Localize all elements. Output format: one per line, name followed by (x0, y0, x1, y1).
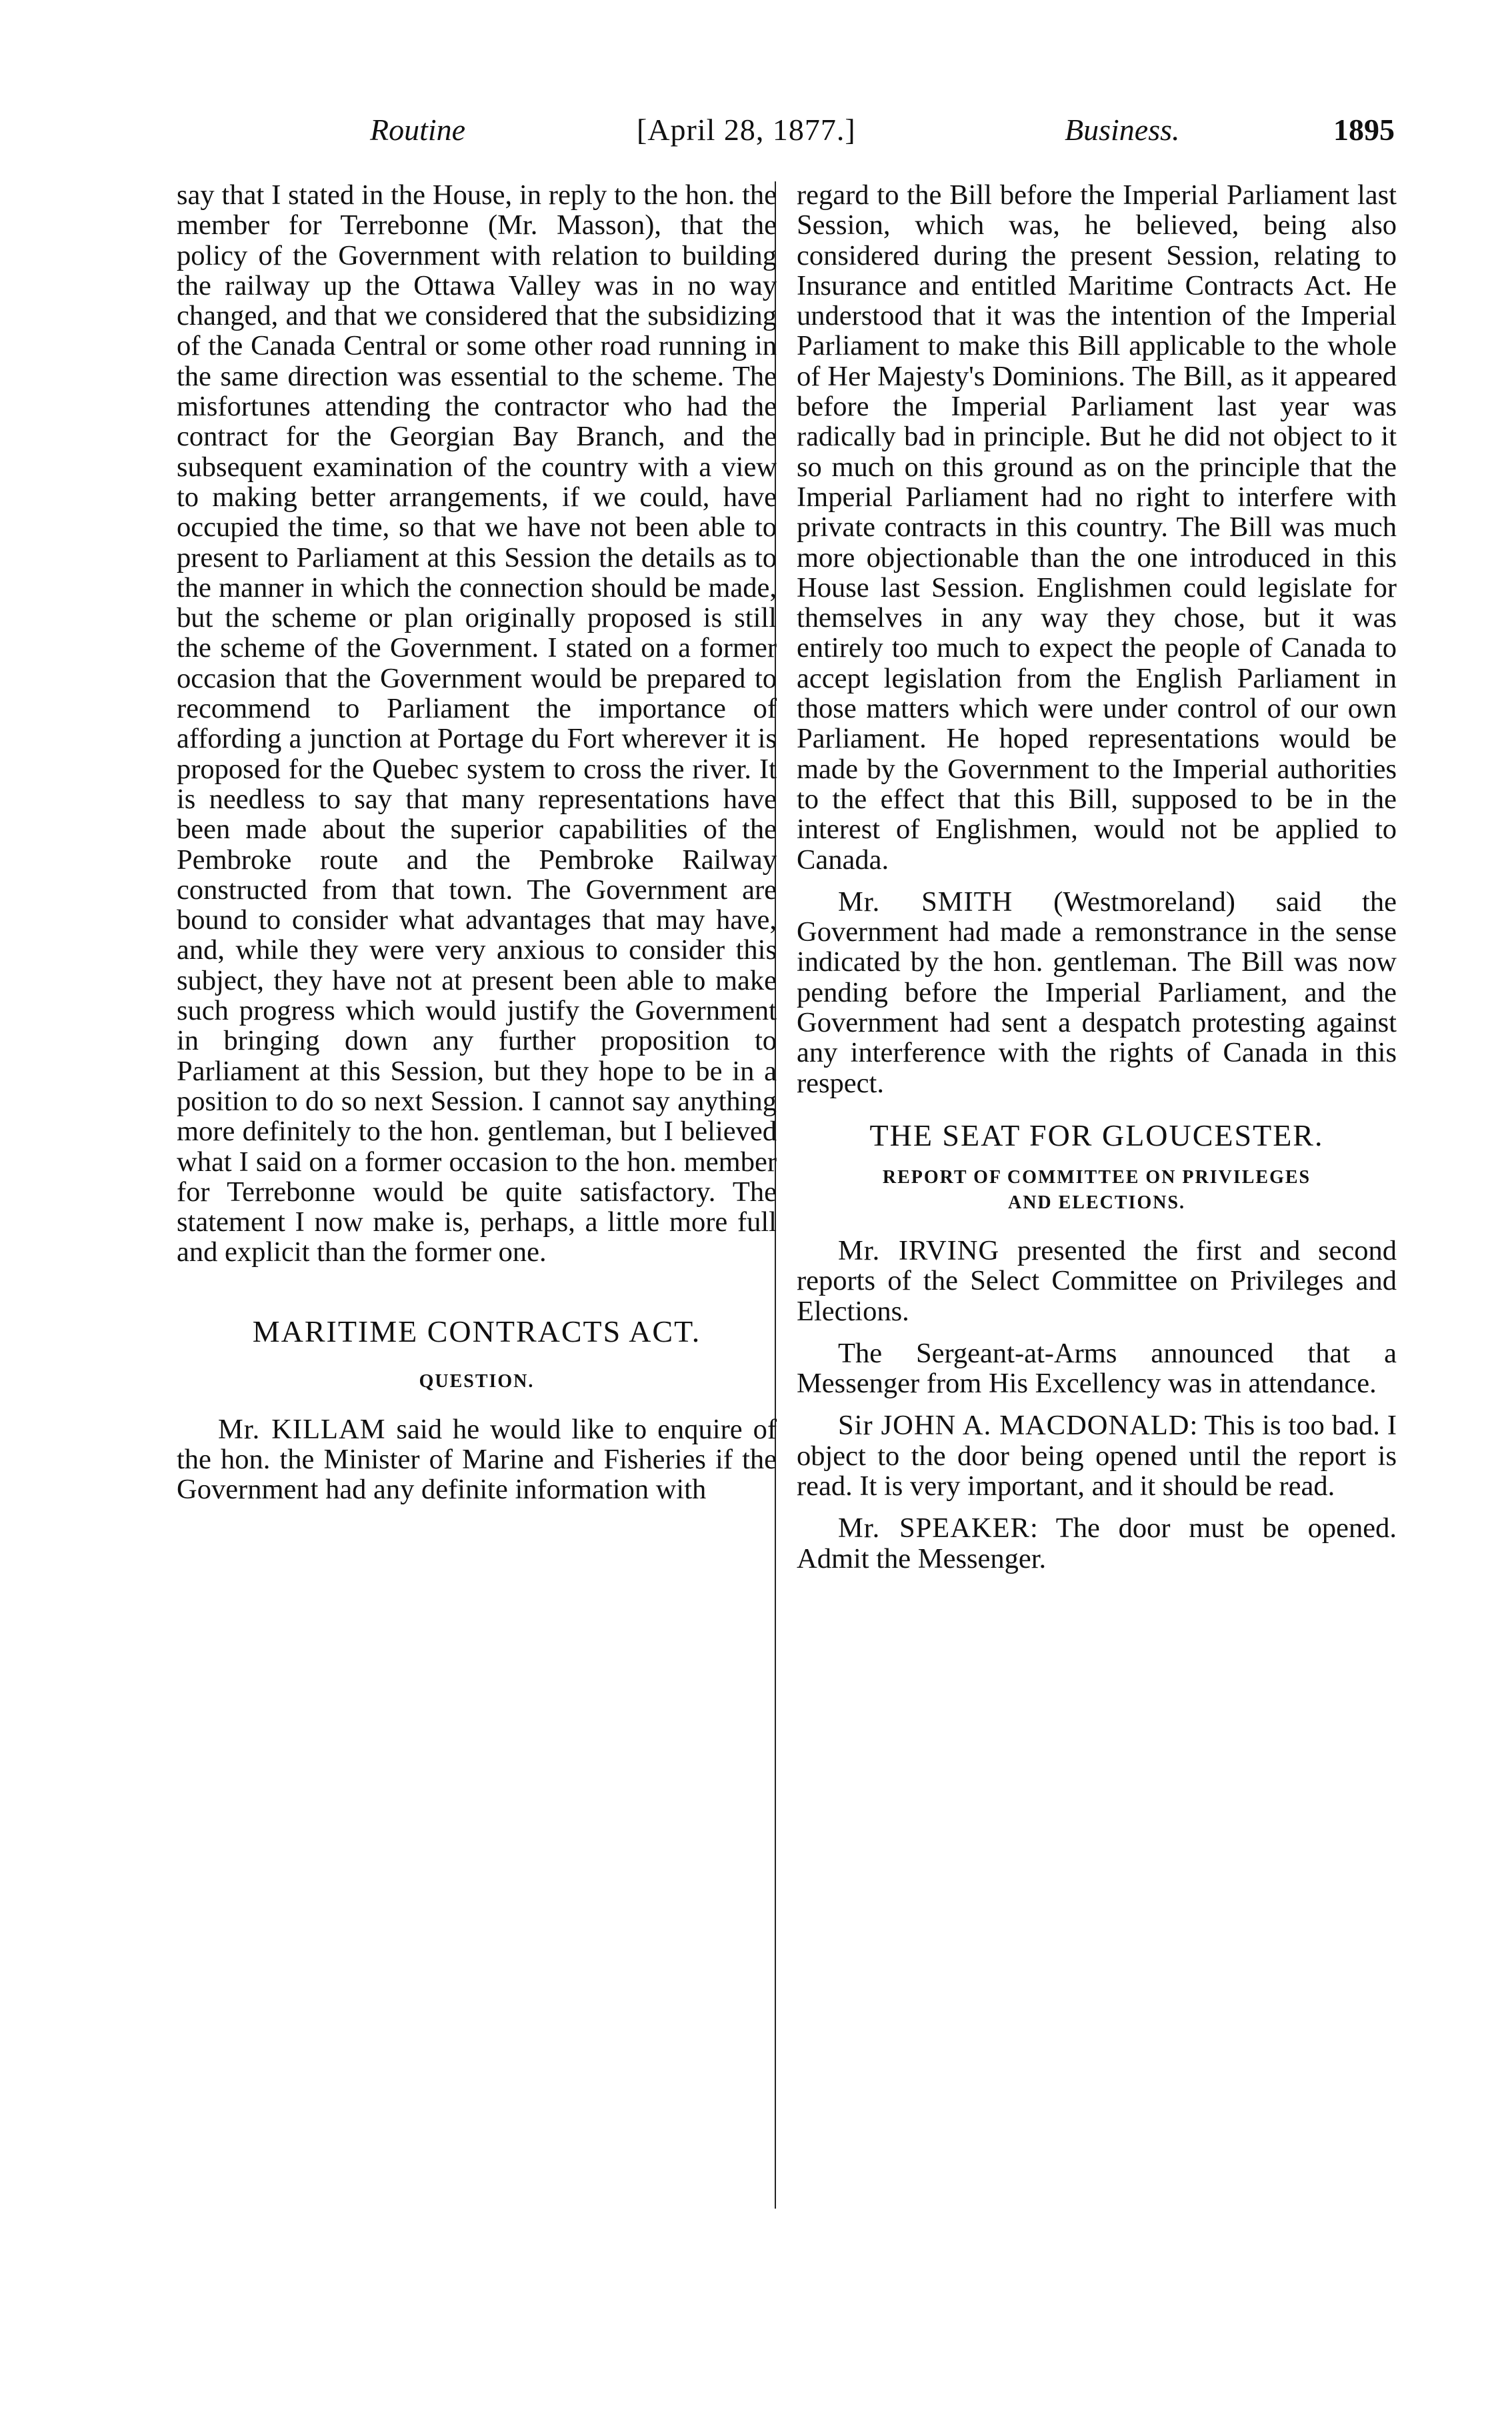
macdonald-paragraph (797, 1410, 1397, 1501)
speech-text: : The door must be opened. Admit the Messenger. (797, 1512, 1397, 1574)
speech-text: : This is too bad. I object to the door being opened until the report is read. It is very important, and it should be read. (797, 1410, 1397, 1502)
section-title-maritime: MARITIME CONTRACTS ACT. (252, 1314, 701, 1348)
speaker-name: Mr. KILLAM (218, 1413, 386, 1445)
speaker-paragraph (797, 1513, 1397, 1574)
running-header (0, 112, 1512, 165)
irving-paragraph (797, 1236, 1397, 1326)
section-subtitle-report-line2: AND ELECTIONS. (1007, 1192, 1186, 1213)
speech-text: said he would like to enquire of the hon. the Minister of Marine and Fisheries if the Government had any definite information with (177, 1413, 777, 1506)
left-column (177, 180, 777, 1505)
page-number: 1895 (1333, 113, 1395, 147)
speaker-name: Mr. SMITH (838, 886, 1013, 918)
header-left-title: Routine (370, 113, 466, 147)
sergeant-paragraph: The Sergeant-at-Arms announced that a Messenger from His Excellency was in attendance. (797, 1337, 1397, 1400)
header-right-title: Business. (1065, 113, 1180, 147)
continued-paragraph: regard to the Bill before the Imperial Parliament last Session, which was, he believed, being also considered during the present Session, relating to Insurance and entitled Maritime Contracts Act. He understood that it was the intention of the Imperial Parliament to make this Bill applicable to the whole of Her Majesty's Dominions. The Bill, as it appeared before the Imperial Parliament last year was radically bad in principle. But he did not object to it so much on this ground as on the principle that the Imperial Parliament had no right to interfere with private contracts in this country. The Bill was much more objectionable than the one introduced in this House last Session. Englishmen could legislate for themselves in any way they chose, but it was entirely too much to expect the people of Canada to accept legislation from the English Parliament in those matters which were under control of our own Parliament. He hoped representations would be made by the Government to the Imperial authorities to the effect that this Bill, supposed to be in the interest of Englishmen, would not be applied to Canada. (797, 179, 1397, 876)
section-subtitle-question: QUESTION. (419, 1370, 535, 1392)
speech-text: presented the first and second reports of the Select Committee on Privileges and Elections. (797, 1234, 1397, 1327)
killam-paragraph (177, 1414, 777, 1505)
section-title-gloucester: THE SEAT FOR GLOUCESTER. (869, 1118, 1324, 1152)
smith-paragraph (797, 887, 1397, 1098)
speaker-name: Mr. IRVING (838, 1234, 1000, 1266)
speaker-name: Mr. SPEAKER (838, 1512, 1030, 1544)
continued-paragraph: say that I stated in the House, in reply to the hon. the member for Terrebonne (Mr. Masson), that the policy of the Government with relation to building the railway up the Ottawa Valley was in no way changed, and that we considered that the subsidizing of the Canada Central or some other road running in the same direction was essential to the scheme. The misfortunes attending the contractor who had the contract for the Georgian Bay Branch, and the subsequent examination of the country with a view to making better arrangements, if we could, have occupied the time, so that we have not been able to present to Parliament at this Session the details as to the manner in which the connection should be made, but the scheme or plan originally proposed is still the scheme of the Government. I stated on a former occasion that the Government would be prepared to recommend to Parliament the importance of affording a junction at Portage du Fort wherever it is proposed for the Quebec system to cross the river. It is needless to say that many representations have been made about the superior capabilities of the Pembroke route and the Pembroke Railway constructed from that town. The Government are bound to consider what advantages that may have, and, while they were very anxious to consider this subject, they have not at present been able to make such progress which would justify the Government in bringing down any further proposition to Parliament at this Session, but they hope to be in a position to do so next Session. I cannot say anything more definitely to the hon. gentleman, but I believed what I said on a former occasion to the hon. member for Terrebonne would be quite satisfactory. The statement I now make is, perhaps, a little more full and explicit than the former one. (177, 179, 777, 1268)
speech-text: (Westmoreland) said the Government had made a remonstrance in the sense indicated by the hon. gentleman. The Bill was now pending before the Imperial Parliament, and the Government had sent a despatch protesting against any interference with the rights of Canada in this respect. (797, 886, 1397, 1099)
header-date: [April 28, 1877.] (637, 113, 856, 147)
speaker-name: Sir JOHN A. MACDONALD (838, 1410, 1190, 1442)
right-column (797, 180, 1397, 1574)
section-subtitle-report: REPORT OF COMMITTEE ON PRIVILEGES (882, 1166, 1311, 1188)
